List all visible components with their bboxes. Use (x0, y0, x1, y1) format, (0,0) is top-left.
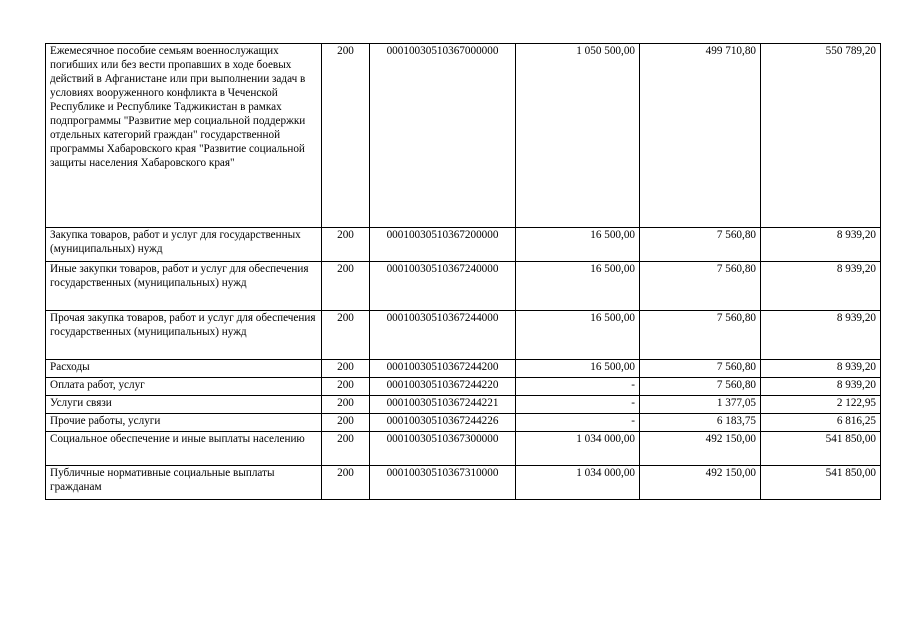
row-name-cell: Оплата работ, услуг (46, 378, 322, 396)
row-code-cell: 200 (322, 396, 370, 414)
table-row (46, 262, 881, 311)
row-classification-code-cell: 00010030510367244000 (370, 311, 516, 360)
row-executed-cell: 7 560,80 (640, 228, 761, 262)
row-remaining-cell: 550 789,20 (761, 44, 881, 228)
row-code-cell: 200 (322, 311, 370, 360)
row-approved-cell: - (516, 396, 640, 414)
row-name-cell: Иные закупки товаров, работ и услуг для обеспечения государственных (муниципальных) нужд (46, 262, 322, 311)
row-code-cell: 200 (322, 360, 370, 378)
row-name-cell: Услуги связи (46, 396, 322, 414)
row-code-cell: 200 (322, 378, 370, 396)
row-name-cell: Расходы (46, 360, 322, 378)
row-classification-code-cell: 00010030510367240000 (370, 262, 516, 311)
row-approved-cell: 1 034 000,00 (516, 432, 640, 466)
row-name-cell: Публичные нормативные социальные выплаты гражданам (46, 466, 322, 500)
row-name-cell: Ежемесячное пособие семьям военнослужащих погибших или без вести пропавших в ходе боевых действий в Афганистане или при выполнении задач в условиях вооруженного конфликта в Чеченской Республике и Республике Таджикистан в рамках подпрограммы "Развитие мер социальной поддержки отдельных категорий граждан" государственной программы Хабаровского края "Развитие социальной защиты населения Хабаровского края" (46, 44, 322, 228)
table-row (46, 360, 881, 378)
row-remaining-cell: 8 939,20 (761, 360, 881, 378)
row-approved-cell: 16 500,00 (516, 311, 640, 360)
row-executed-cell: 7 560,80 (640, 360, 761, 378)
table-row (46, 44, 881, 228)
row-name-cell: Социальное обеспечение и иные выплаты населению (46, 432, 322, 466)
row-classification-code-cell: 00010030510367000000 (370, 44, 516, 228)
row-approved-cell: 1 050 500,00 (516, 44, 640, 228)
row-approved-cell: 16 500,00 (516, 262, 640, 311)
table-row (46, 311, 881, 360)
table-row (46, 228, 881, 262)
row-approved-cell: - (516, 414, 640, 432)
row-classification-code-cell: 00010030510367310000 (370, 466, 516, 500)
row-remaining-cell: 8 939,20 (761, 228, 881, 262)
row-code-cell: 200 (322, 414, 370, 432)
row-executed-cell: 499 710,80 (640, 44, 761, 228)
row-classification-code-cell: 00010030510367200000 (370, 228, 516, 262)
row-code-cell: 200 (322, 44, 370, 228)
row-remaining-cell: 541 850,00 (761, 466, 881, 500)
table-row (46, 466, 881, 500)
row-remaining-cell: 8 939,20 (761, 311, 881, 360)
row-name-cell: Закупка товаров, работ и услуг для государственных (муниципальных) нужд (46, 228, 322, 262)
row-name-cell: Прочая закупка товаров, работ и услуг для обеспечения государственных (муниципальных) нужд (46, 311, 322, 360)
row-classification-code-cell: 00010030510367244200 (370, 360, 516, 378)
row-remaining-cell: 541 850,00 (761, 432, 881, 466)
budget-execution-table (45, 43, 881, 500)
row-executed-cell: 7 560,80 (640, 262, 761, 311)
table-row (46, 378, 881, 396)
row-classification-code-cell: 00010030510367300000 (370, 432, 516, 466)
row-classification-code-cell: 00010030510367244221 (370, 396, 516, 414)
row-code-cell: 200 (322, 432, 370, 466)
row-executed-cell: 7 560,80 (640, 378, 761, 396)
row-executed-cell: 492 150,00 (640, 432, 761, 466)
row-approved-cell: - (516, 378, 640, 396)
row-approved-cell: 16 500,00 (516, 360, 640, 378)
row-executed-cell: 492 150,00 (640, 466, 761, 500)
row-code-cell: 200 (322, 228, 370, 262)
row-remaining-cell: 2 122,95 (761, 396, 881, 414)
row-approved-cell: 16 500,00 (516, 228, 640, 262)
row-remaining-cell: 8 939,20 (761, 262, 881, 311)
row-remaining-cell: 8 939,20 (761, 378, 881, 396)
row-approved-cell: 1 034 000,00 (516, 466, 640, 500)
row-code-cell: 200 (322, 262, 370, 311)
row-executed-cell: 1 377,05 (640, 396, 761, 414)
row-classification-code-cell: 00010030510367244220 (370, 378, 516, 396)
row-classification-code-cell: 00010030510367244226 (370, 414, 516, 432)
row-name-cell: Прочие работы, услуги (46, 414, 322, 432)
row-code-cell: 200 (322, 466, 370, 500)
table-row (46, 432, 881, 466)
row-executed-cell: 6 183,75 (640, 414, 761, 432)
row-remaining-cell: 6 816,25 (761, 414, 881, 432)
table-row (46, 396, 881, 414)
table-row (46, 414, 881, 432)
row-executed-cell: 7 560,80 (640, 311, 761, 360)
